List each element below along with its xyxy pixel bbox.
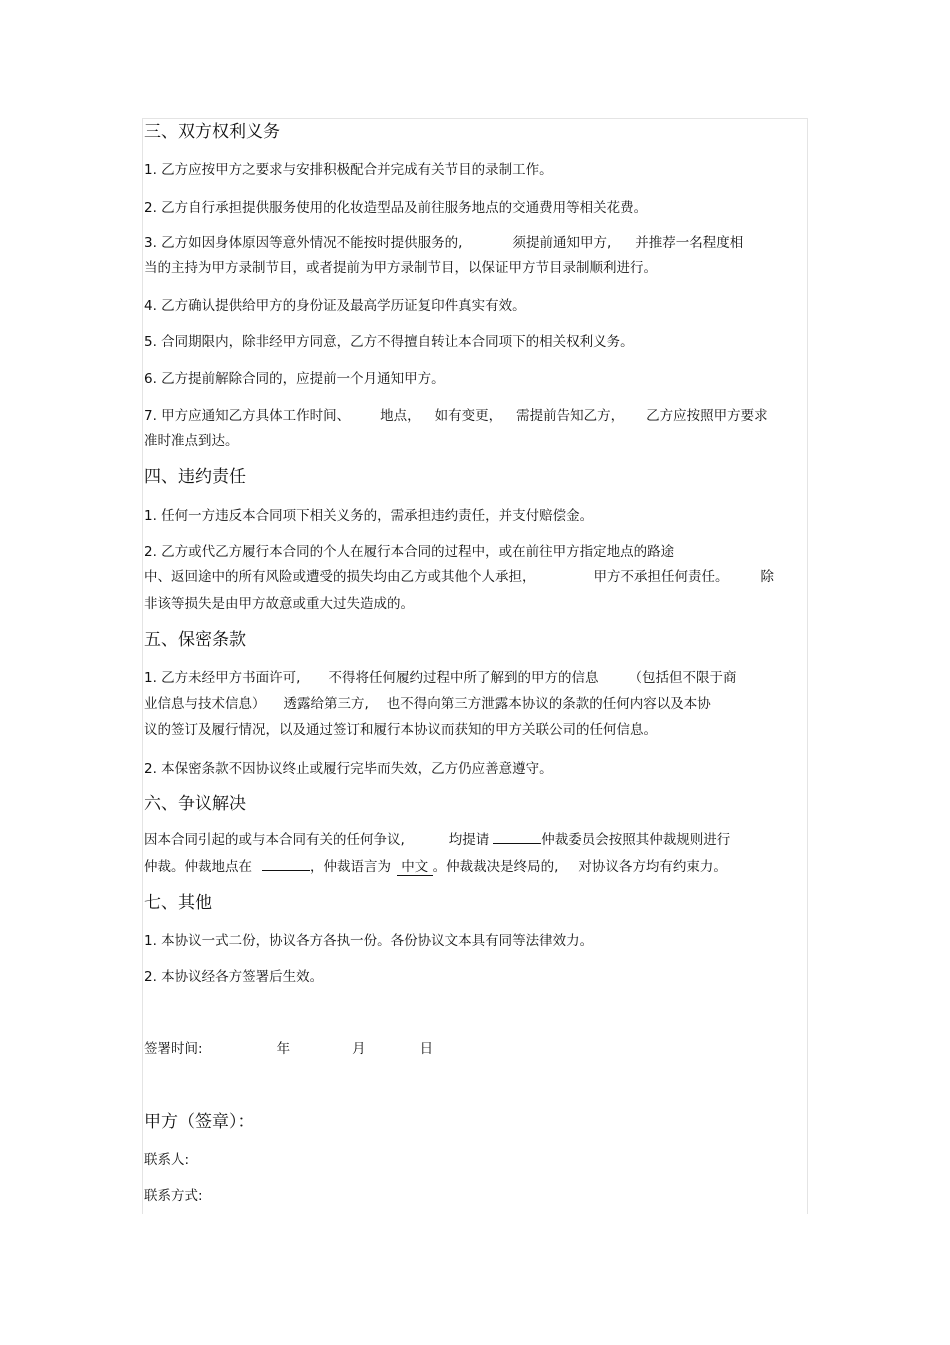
dispute-line1: 因本合同引起的或与本合同有关的任何争议, 均提请 仲裁委员会按照其仲裁规则进行 <box>144 832 731 848</box>
signing-time-label: 签署时间: <box>144 1041 203 1057</box>
party-a-signature-label: 甲方（签章）： <box>144 1112 255 1132</box>
clause-3-2: 2. 乙方自行承担提供服务使用的化妆造型品及前往服务地点的交通费用等相关花费。 <box>144 200 648 216</box>
clause-3-1: 1. 乙方应按甲方之要求与安排积极配合并完成有关节目的录制工作。 <box>144 162 553 178</box>
section-heading-liability: 四、违约责任 <box>144 467 246 487</box>
clause-4-2-line3: 非该等损失是由甲方故意或重大过失造成的。 <box>144 596 414 612</box>
section-heading-rights: 三、双方权利义务 <box>144 122 280 142</box>
clause-5-1-line1: 1. 乙方未经甲方书面许可, 不得将任何履约过程中所了解到的甲方的信息 （包括但不限于商 <box>144 670 737 686</box>
clause-3-4: 4. 乙方确认提供给甲方的身份证及最高学历证复印件真实有效。 <box>144 298 526 314</box>
year-label: 年 <box>276 1041 291 1057</box>
clause-7-2: 2. 本协议经各方签署后生效。 <box>144 969 324 985</box>
signing-time-row <box>144 1036 433 1062</box>
clause-3-5: 5. 合同期限内，除非经甲方同意，乙方不得擅自转让本合同项下的相关权利义务。 <box>144 334 634 350</box>
clause-3-6: 6. 乙方提前解除合同的，应提前一个月通知甲方。 <box>144 371 445 387</box>
clause-5-1-line2: 业信息与技术信息） 透露给第三方, 也不得向第三方泄露本协议的条款的任何内容以及本协 <box>144 696 711 712</box>
dispute-line2: 仲裁。仲裁地点在 ，仲裁语言为 中文 。仲裁裁决是终局的, 对协议各方均有约束力。 <box>144 859 727 875</box>
clause-4-1: 1. 任何一方违反本合同项下相关义务的，需承担违约责任，并支付赔偿金。 <box>144 508 594 524</box>
contact-person-label: 联系人: <box>144 1152 190 1168</box>
clause-5-1-line3: 议的签订及履行情况，以及通过签订和履行本协议而获知的甲方关联公司的任何信息。 <box>144 722 657 738</box>
arbitration-language: 中文 <box>397 859 433 876</box>
clause-7-1: 1. 本协议一式二份，协议各方各执一份。各份协议文本具有同等法律效力。 <box>144 933 594 949</box>
day-label: 日 <box>419 1041 434 1057</box>
clause-3-3-line2: 当的主持为甲方录制节目，或者提前为甲方录制节目，以保证甲方节目录制顺利进行。 <box>144 260 657 276</box>
clause-5-2: 2. 本保密条款不因协议终止或履行完毕而失效，乙方仍应善意遵守。 <box>144 761 553 777</box>
clause-4-2-line2: 中、返回途中的所有风险或遭受的损失均由乙方或其他个人承担， 甲方不承担任何责任。 除 <box>144 569 774 585</box>
month-label: 月 <box>352 1041 366 1057</box>
section-heading-dispute: 六、争议解决 <box>144 794 246 814</box>
arbitration-place-blank[interactable] <box>262 870 310 871</box>
section-heading-other: 七、其他 <box>144 893 212 913</box>
clause-4-2-line1: 2. 乙方或代乙方履行本合同的个人在履行本合同的过程中，或在前往甲方指定地点的路途 <box>144 544 675 560</box>
clause-3-7-line2: 准时准点到达。 <box>144 433 239 449</box>
clause-3-3-line1: 3. 乙方如因身体原因等意外情况不能按时提供服务的, 须提前通知甲方, 并推荐一名程度相 <box>144 235 744 251</box>
section-heading-confidentiality: 五、保密条款 <box>144 630 246 650</box>
clause-3-7-line1: 7. 甲方应通知乙方具体工作时间、 地点， 如有变更， 需提前告知乙方， 乙方应按照甲方要求 <box>144 408 768 424</box>
arbitration-commission-blank[interactable] <box>493 843 541 844</box>
contact-method-label: 联系方式: <box>144 1188 203 1204</box>
